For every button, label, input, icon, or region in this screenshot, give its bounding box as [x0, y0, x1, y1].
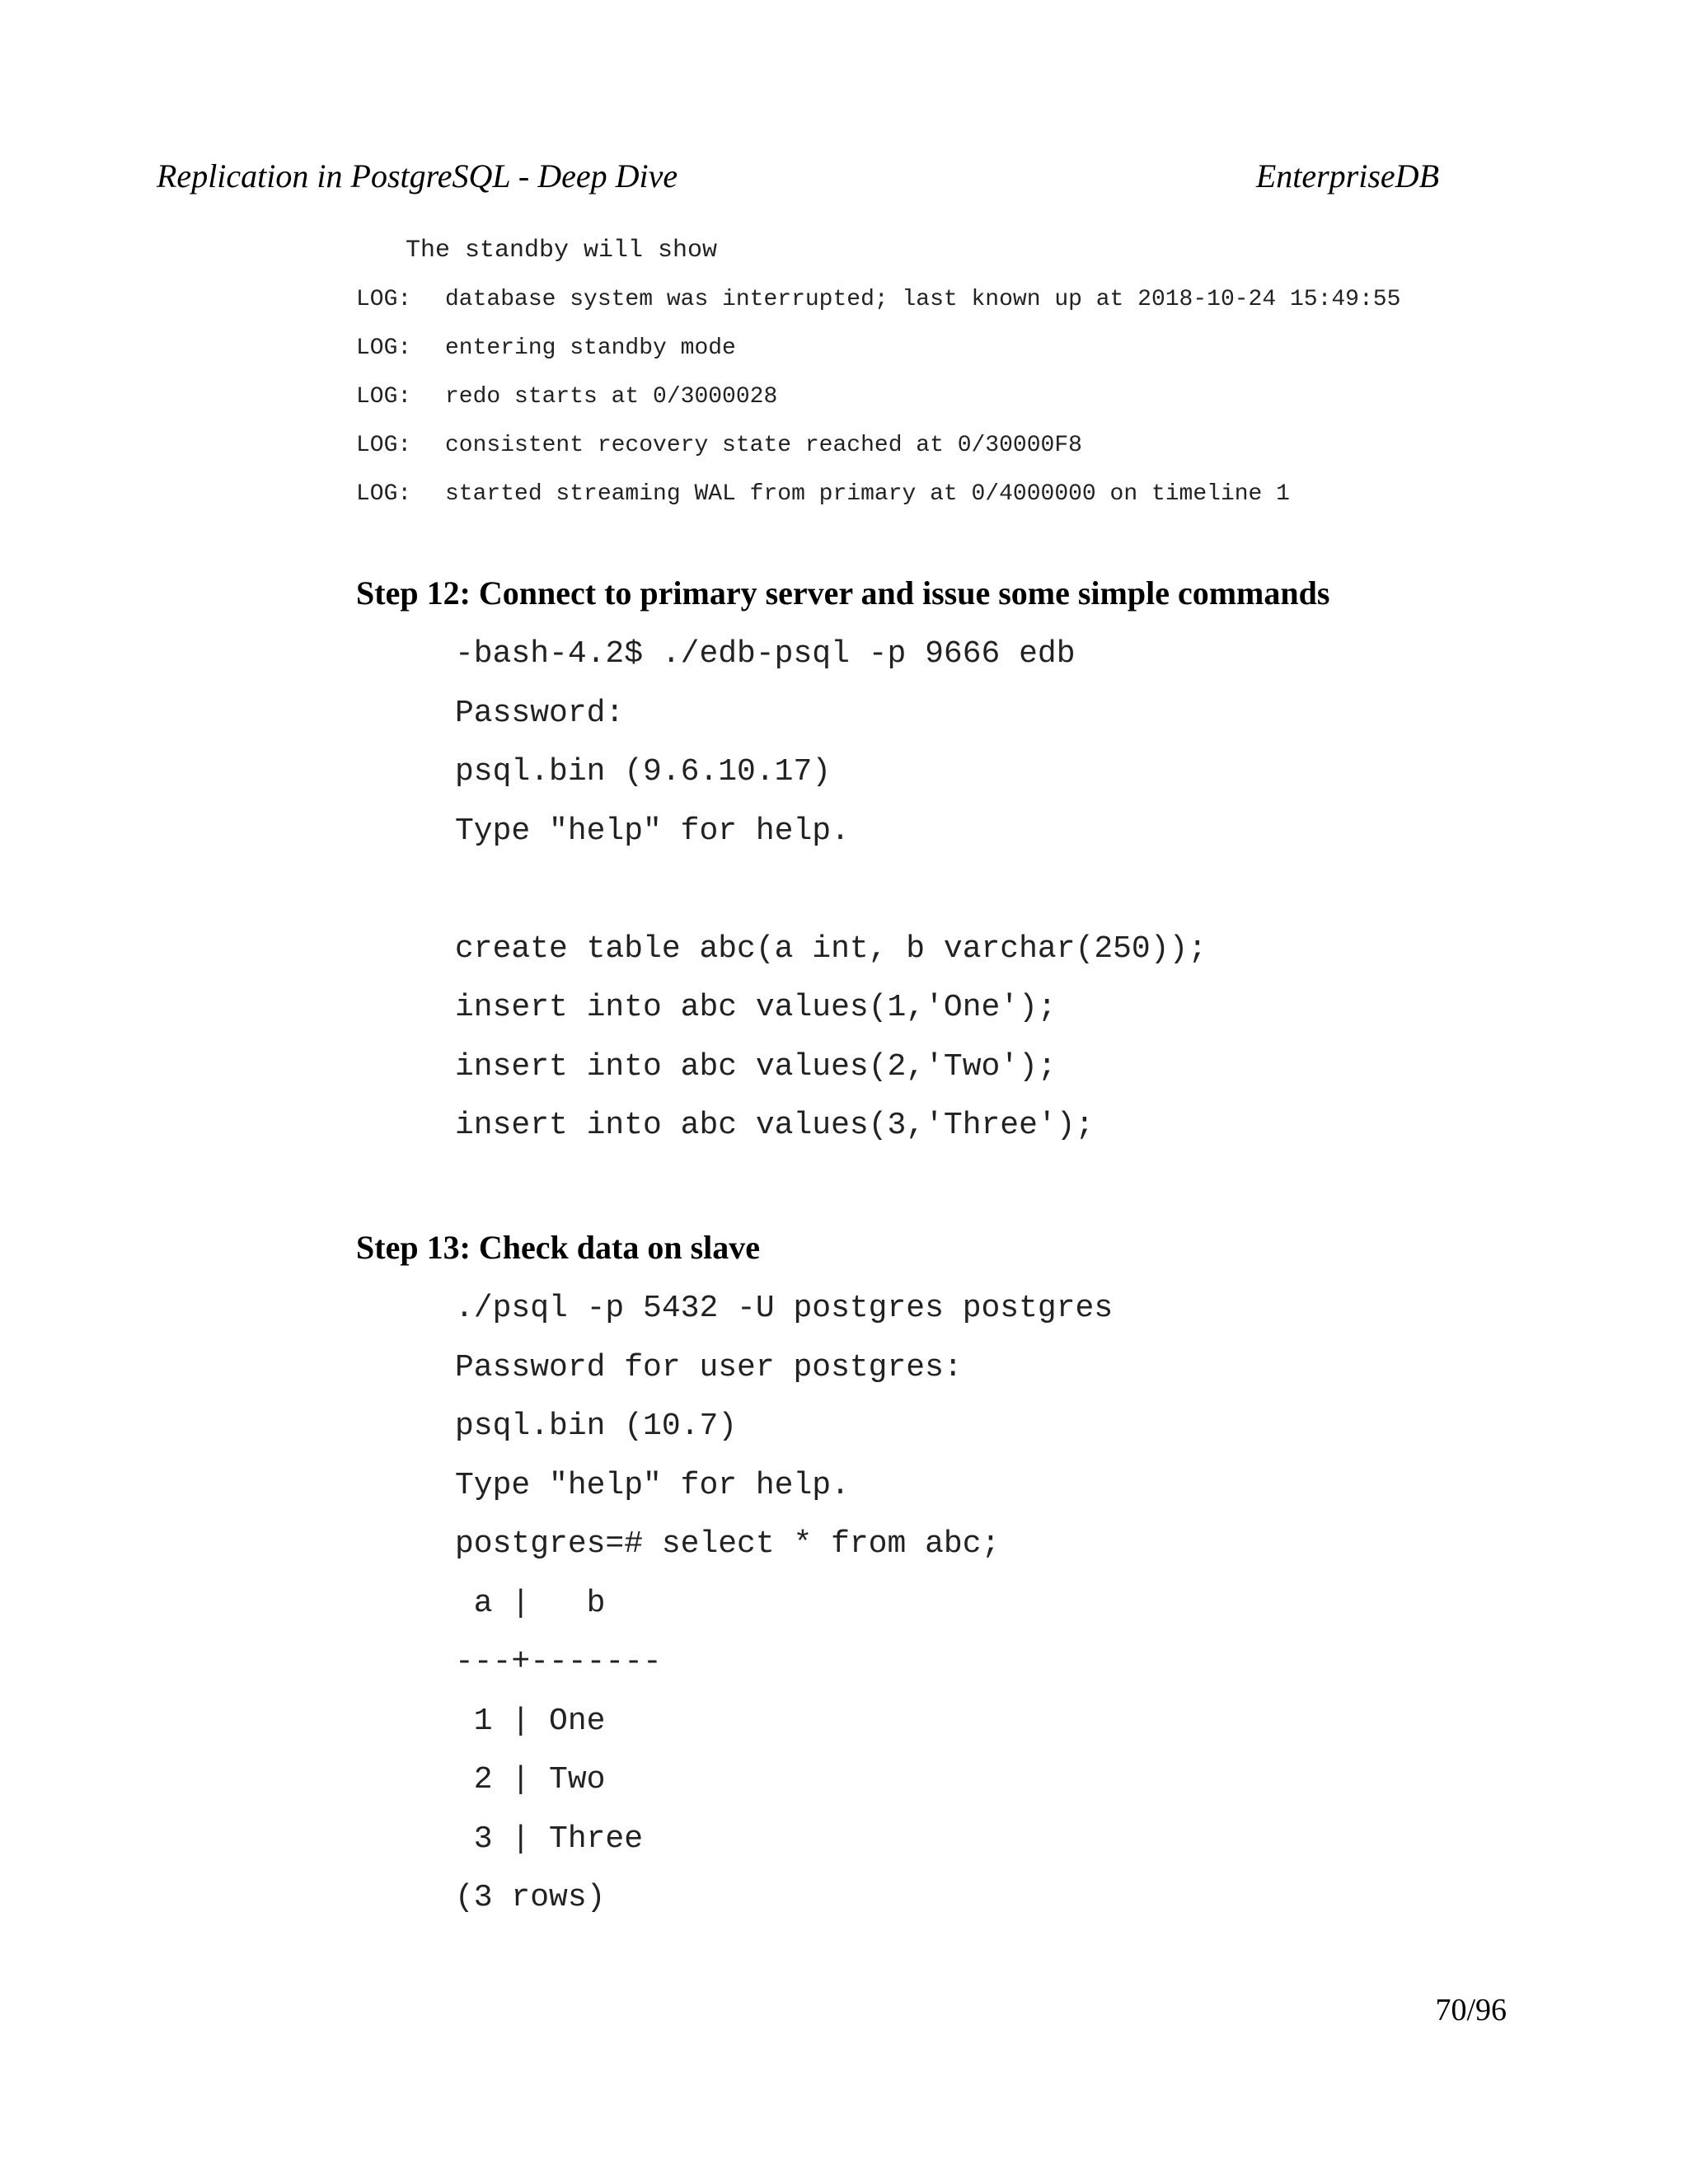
page-number: 70/96	[1435, 1993, 1507, 2027]
log-prefix: LOG:	[356, 481, 412, 507]
company-name: EnterpriseDB	[1255, 157, 1439, 194]
step-12-code-block	[455, 633, 1207, 1164]
code-line: -bash-4.2$ ./edb-psql -p 9666 edb	[455, 636, 1076, 672]
log-prefix: LOG:	[356, 384, 412, 410]
code-line: insert into abc values(2,'Two');	[455, 1048, 1057, 1085]
log-prefix: LOG:	[356, 433, 412, 458]
log-line	[356, 284, 1400, 332]
log-text: redo starts at 0/3000028	[445, 384, 778, 410]
code-line: insert into abc values(3,'Three');	[455, 1108, 1095, 1143]
intro-text: The standby will show	[406, 237, 718, 265]
log-prefix: LOG:	[356, 335, 412, 361]
document-title: Replication in PostgreSQL - Deep Dive	[157, 157, 678, 194]
code-line: ./psql -p 5432 -U postgres postgres	[455, 1291, 1114, 1326]
result-table-row: 3 | Three	[455, 1821, 644, 1857]
result-table-header: a | b	[455, 1585, 606, 1621]
log-text: database system was interrupted; last known up at 2018-10-24 15:49:55	[445, 287, 1401, 312]
code-line: insert into abc values(1,'One');	[455, 990, 1057, 1025]
code-line: Password:	[455, 695, 625, 731]
result-table-row: 1 | One	[455, 1703, 606, 1739]
code-line: psql.bin (10.7)	[455, 1408, 738, 1444]
step-13-heading: Step 13: Check data on slave	[356, 1229, 761, 1266]
log-prefix: LOG:	[356, 287, 412, 312]
step-13-code-block	[455, 1287, 1113, 1936]
log-line	[356, 381, 1400, 429]
code-line: Type "help" for help.	[455, 813, 850, 849]
log-line	[356, 429, 1400, 478]
result-table-row: 2 | Two	[455, 1762, 606, 1797]
code-line: psql.bin (9.6.10.17)	[455, 754, 832, 790]
log-line	[356, 478, 1400, 527]
code-line: create table abc(a int, b varchar(250));	[455, 930, 1207, 967]
code-line: postgres=# select * from abc;	[455, 1526, 1001, 1562]
code-line: Type "help" for help.	[455, 1467, 850, 1503]
log-text: consistent recovery state reached at 0/30000F8	[445, 433, 1082, 458]
log-text: entering standby mode	[445, 335, 736, 361]
code-line-blank	[455, 869, 1207, 928]
result-table-separator: ---+-------	[455, 1644, 662, 1680]
result-row-count: (3 rows)	[455, 1880, 606, 1915]
step-12-heading: Step 12: Connect to primary server and issue some simple commands	[356, 574, 1330, 612]
code-line: Password for user postgres:	[455, 1349, 963, 1385]
log-text: started streaming WAL from primary at 0/4000000 on timeline 1	[445, 481, 1290, 507]
log-output	[356, 284, 1400, 527]
log-line	[356, 332, 1400, 381]
